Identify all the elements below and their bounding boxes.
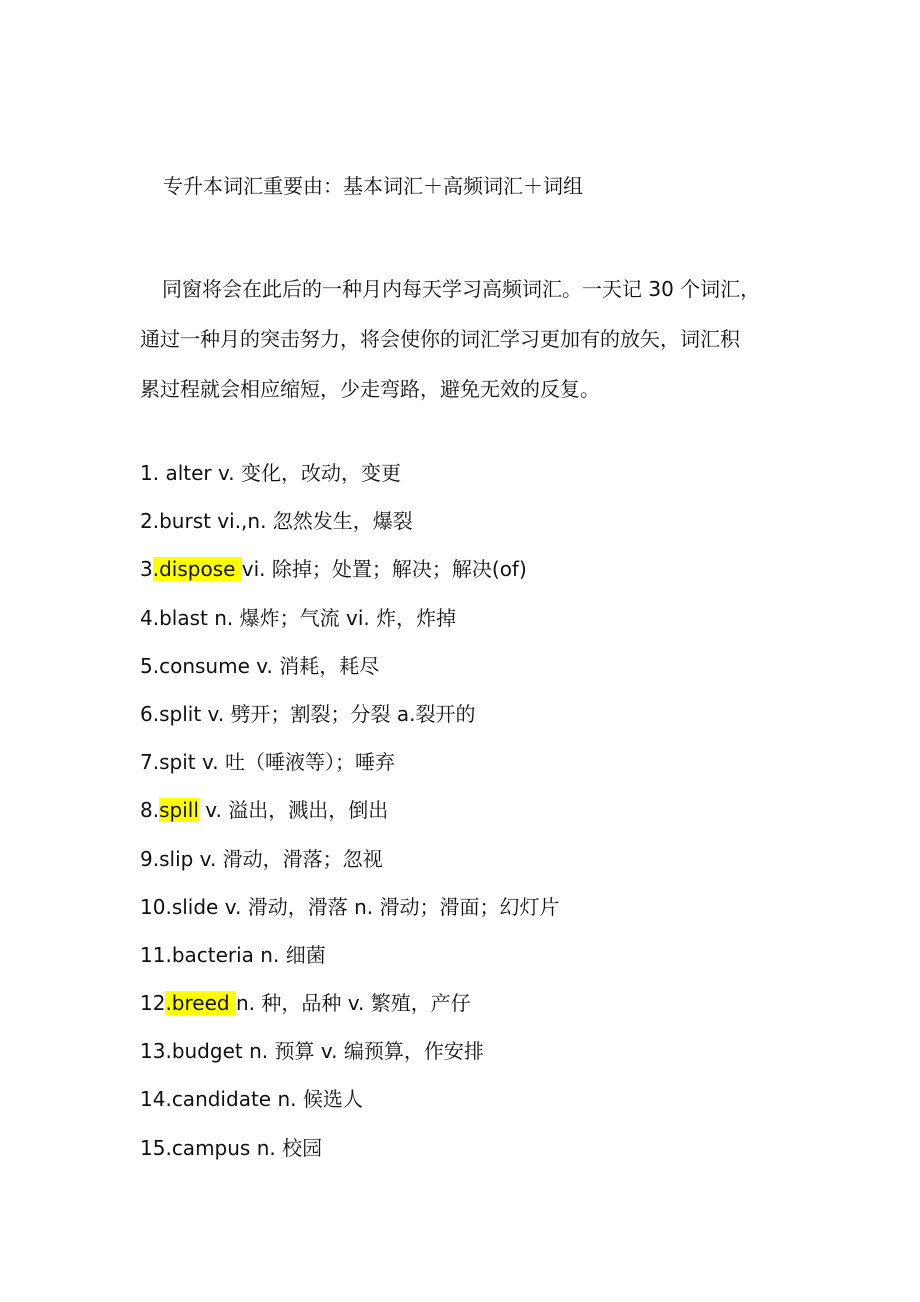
- vocab-item: [140, 601, 840, 649]
- vocab-number: 8.: [140, 798, 160, 823]
- vocab-number: 12: [140, 991, 166, 1016]
- vocab-definition: vi.,n. 忽然发生，爆裂: [210, 509, 413, 534]
- vocab-item: [140, 1082, 840, 1130]
- vocab-definition: v. 滑动，滑落；忽视: [193, 846, 383, 871]
- vocab-word: slide: [171, 894, 219, 919]
- vocab-number: 3: [140, 557, 153, 582]
- vocab-word: budget: [171, 1039, 243, 1064]
- vocab-word: slip: [159, 846, 194, 871]
- vocab-definition: v. 消耗，耗尽: [249, 653, 380, 678]
- vocab-definition: n. 细菌: [253, 942, 326, 967]
- vocab-number: 14.: [140, 1087, 172, 1112]
- vocab-number: 10.: [140, 894, 172, 919]
- vocab-item: [140, 793, 840, 841]
- vocab-item: [140, 1034, 840, 1082]
- page-heading: 专升本词汇重要由：基本词汇＋高频词汇＋词组: [163, 174, 583, 198]
- vocab-definition: n. 候选人: [271, 1087, 363, 1112]
- vocab-definition: v. 变化，改动，变更: [211, 461, 401, 485]
- vocab-item: [140, 745, 840, 793]
- vocabulary-list: [140, 456, 840, 1179]
- vocab-item: [140, 456, 840, 504]
- highlighted-word: spill: [159, 798, 199, 823]
- vocab-number: 1.: [140, 461, 160, 485]
- intro-line: 通过一种月的突击努力，将会使你的词汇学习更加有的放矢，词汇积: [140, 327, 740, 351]
- vocab-definition: v. 溢出，溅出，倒出: [198, 798, 389, 823]
- vocab-item: [140, 938, 840, 986]
- highlighted-word: .dispose: [152, 557, 242, 582]
- vocab-number: 15.: [140, 1135, 172, 1160]
- vocab-number: 7.: [140, 750, 160, 775]
- vocab-item: [140, 842, 840, 890]
- vocab-definition: v. 滑动，滑落 n. 滑动；滑面；幻灯片: [218, 894, 560, 919]
- vocab-item: [140, 697, 840, 745]
- vocab-word: consume: [159, 653, 250, 678]
- vocab-word: alter: [159, 461, 212, 485]
- intro-line: 同窗将会在此后的一种月内每天学习高频词汇。一天记 30 个词汇，: [162, 277, 761, 301]
- vocab-word: split: [159, 701, 202, 726]
- vocab-item: [140, 986, 840, 1034]
- intro-paragraph: [140, 264, 790, 414]
- vocab-word: spit: [159, 750, 196, 775]
- vocab-definition: v. 劈开；割裂；分裂 a.裂开的: [201, 701, 476, 726]
- vocab-number: 5.: [140, 653, 160, 678]
- vocab-definition: n. 校园: [250, 1135, 323, 1160]
- vocab-number: 4.: [140, 605, 160, 630]
- vocab-definition: n. 种，品种 v. 繁殖，产仔: [235, 991, 471, 1016]
- highlighted-word: .breed: [165, 991, 236, 1016]
- vocab-item: [140, 504, 840, 552]
- vocab-word: campus: [171, 1135, 251, 1160]
- vocab-item: [140, 1131, 840, 1179]
- vocab-definition: n. 预算 v. 编预算，作安排: [242, 1039, 484, 1064]
- vocab-number: 11.: [140, 942, 172, 967]
- vocab-word: candidate: [171, 1087, 272, 1112]
- vocab-definition: v. 吐（唾液等）；唾弃: [195, 750, 395, 775]
- vocab-word: bacteria: [171, 942, 254, 967]
- vocab-item: [140, 890, 840, 938]
- vocab-definition: n. 爆炸；气流 vi. 炸，炸掉: [207, 605, 457, 630]
- vocab-number: 13.: [140, 1039, 172, 1064]
- vocab-number: 9.: [140, 846, 160, 871]
- vocab-word: burst: [159, 509, 211, 534]
- vocab-item: [140, 552, 840, 600]
- vocab-item: [140, 649, 840, 697]
- vocab-number: 6.: [140, 701, 160, 726]
- intro-line: 累过程就会相应缩短，少走弯路，避免无效的反复。: [140, 377, 600, 401]
- vocab-word: blast: [159, 605, 208, 630]
- vocab-number: 2.: [140, 509, 160, 534]
- vocab-definition: vi. 除掉；处置；解决；解决(of): [241, 557, 527, 582]
